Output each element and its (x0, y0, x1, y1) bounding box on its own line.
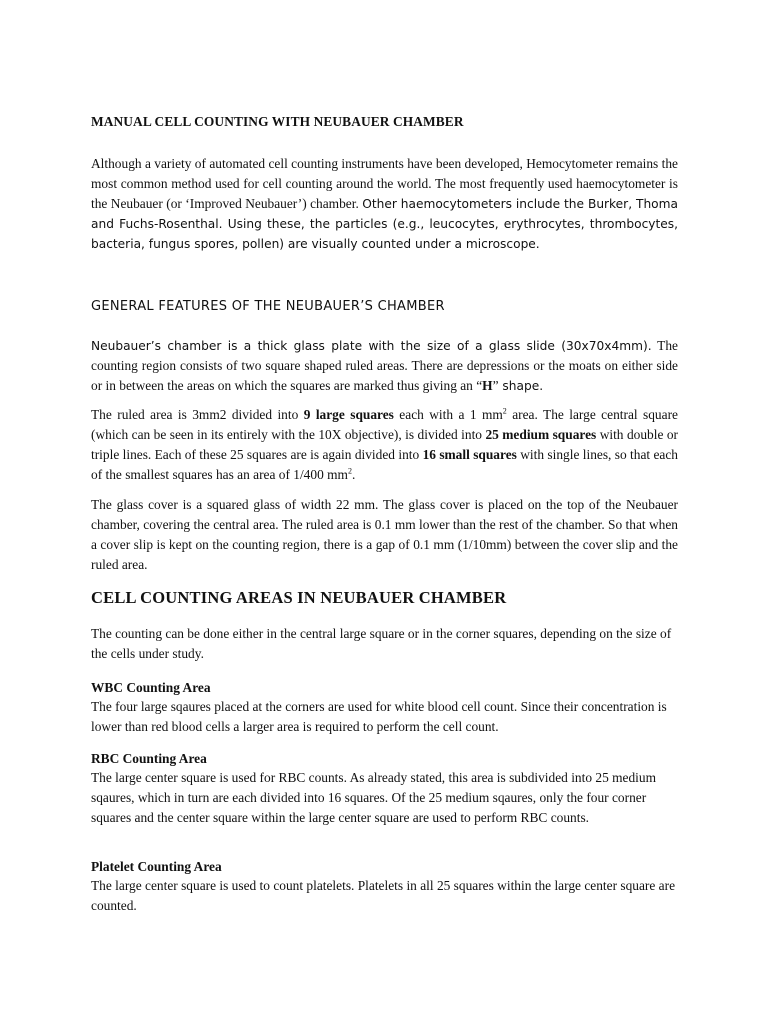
superscript-2b: 2 (347, 466, 352, 476)
rbc-text: The large center square is used for RBC counts. As already stated, this area is subdivided into 25 medium sqaures, which in turn are each divided into 16 squares. Of the 25 medium sqaures, only the four corner squares and the center square within the large center square are used to perform RBC counts. (91, 770, 657, 825)
features-paragraph-1 (91, 336, 678, 396)
rbc-heading: RBC Counting Area (91, 751, 207, 766)
double-lines-text: with double or triple lines. Each of these 25 squares are is again divided into (91, 427, 678, 462)
counting-region-sentence: The counting region consists of two square shaped ruled areas. There are depressions or the moats on either side or in between the areas on which the squares are marked thus giving an “ (91, 338, 678, 393)
period: . (351, 467, 356, 482)
closing-quote: ” (492, 378, 499, 393)
document-title: MANUAL CELL COUNTING WITH NEUBAUER CHAMBER (91, 114, 464, 129)
platelet-text: The large center square is used to count platelets. Platelets in all 25 squares within the large center square are counted. (91, 878, 676, 913)
single-lines-text: with single lines, so that each of the smallest squares has an area of 1/400 mm (91, 447, 679, 482)
shape-word: shape. (498, 379, 544, 393)
features-heading: GENERAL FEATURES OF THE NEUBAUER’S CHAMBER (91, 299, 445, 314)
areas-intro: The counting can be done either in the central large square or in the corner squares, depending on the size of the cells under study. (91, 626, 672, 661)
wbc-heading: WBC Counting Area (91, 680, 211, 695)
medium-squares-bold: 25 medium squares (485, 427, 597, 442)
features-paragraph-3: The glass cover is a squared glass of width 22 mm. The glass cover is placed on the top of the Neubauer chamber, covering the central area. The ruled area is 0.1 mm lower than the rest of the chamber. So that when a cover slip is kept on the counting region, there is a gap of 0.1 mm (1/10mm) between the cover slip and the ruled area. (91, 497, 678, 572)
features-paragraph-2 (91, 405, 678, 485)
intro-sentence-1: Although a variety of automated cell counting instruments have been developed, Hemocytometer remains the most common method used for cell counting around the world. The most frequently used haemocytometer is the Neubauer (or ‘Improved Neubauer’) chamber. (91, 156, 678, 211)
large-squares-bold: 9 large squares (303, 407, 394, 422)
wbc-text: The four large sqaures placed at the corners are used for white blood cell count. Since their concentration is lower than red blood cells a larger area is required to perform the cell count. (91, 699, 667, 734)
intro-sentence-2: Other haemocytometers include the Burker, Thoma and Fuchs-Rosenthal. Using these, the particles (e.g., leucocytes, erythrocytes, thrombocytes, bacteria, fungus spores, pollen) are visually counted under a microscope. (91, 197, 678, 251)
superscript-2: 2 (502, 406, 507, 416)
small-squares-bold: 16 small squares (422, 447, 517, 462)
platelet-heading: Platelet Counting Area (91, 859, 222, 874)
chamber-size-sentence: Neubauer’s chamber is a thick glass plate with the size of a glass slide (30x70x4mm). (91, 339, 652, 353)
intro-paragraph (91, 154, 678, 254)
central-square-text: area. The large central square (which can be seen in its entirely with the 10X objective), is divided into (91, 407, 678, 442)
ruled-area-text: The ruled area is 3mm2 divided into (91, 407, 304, 422)
area-text: each with a 1 mm (393, 407, 503, 422)
areas-heading: CELL COUNTING AREAS IN NEUBAUER CHAMBER (91, 588, 507, 607)
h-letter: H (482, 378, 493, 393)
